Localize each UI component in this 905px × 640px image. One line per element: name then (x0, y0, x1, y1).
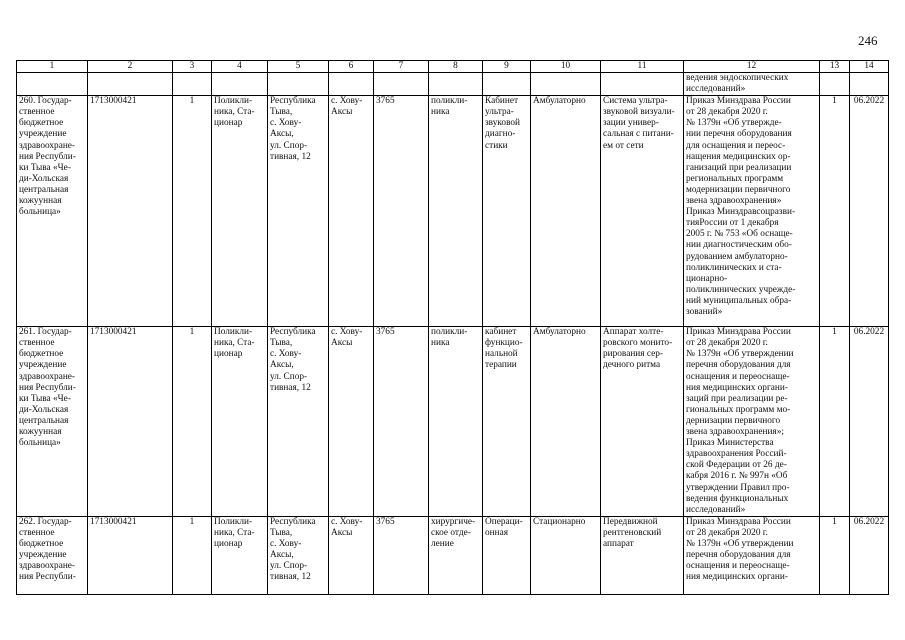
department: хирургиче- ское отде- ление (429, 516, 483, 594)
column-number: 11 (601, 61, 684, 73)
registry-table (16, 60, 889, 595)
settlement: с. Хову- Аксы (329, 516, 374, 594)
column-number: 2 (88, 61, 173, 73)
address: Республика Тыва, с. Хову- Аксы, ул. Спор- тивная, 12 (268, 327, 329, 517)
room: кабинет функцио- нальной терапии (483, 327, 531, 517)
continuation-text: ведения эндоскопических исследований» (684, 73, 820, 96)
department: поликли- ника (429, 96, 483, 327)
column-number: 9 (483, 61, 531, 73)
page-number: 246 (858, 33, 878, 48)
address: Республика Тыва, с. Хову- Аксы, ул. Спор- тивная, 12 (268, 96, 329, 327)
column-number: 6 (329, 61, 374, 73)
quantity: 1 (820, 327, 850, 517)
column-number: 1 (17, 61, 88, 73)
organization-code: 1713000421 (88, 96, 173, 327)
type-code: 1 (173, 327, 212, 517)
column-number: 5 (268, 61, 329, 73)
care-mode: Амбулаторно (531, 327, 601, 517)
continuation-row (17, 73, 889, 96)
column-number: 14 (850, 61, 889, 73)
organization-name: 261. Государ- ственное бюджетное учреждение здравоохране- ния Республи- ки Тыва «Че- ди-Хольская центральная кожуунная больница» (17, 327, 88, 517)
organization-name: 260. Государ- ственное бюджетное учреждение здравоохране- ния Республи- ки Тыва «Че- ди-Хольская центральная кожуунная больница» (17, 96, 88, 327)
quantity: 1 (820, 96, 850, 327)
type-code: 1 (173, 96, 212, 327)
population: 3765 (374, 516, 429, 594)
type-code: 1 (173, 516, 212, 594)
column-number-row (17, 61, 889, 73)
table-row (17, 516, 889, 594)
care-mode: Стационарно (531, 516, 601, 594)
date: 06.2022 (850, 327, 889, 517)
room: Операци- онная (483, 516, 531, 594)
unit-type: Поликли- ника, Ста- ционар (212, 516, 268, 594)
population: 3765 (374, 327, 429, 517)
table-row (17, 327, 889, 517)
column-number: 7 (374, 61, 429, 73)
regulation: Приказ Минздрава России от 28 декабря 2020 г. № 1379н «Об утверждении перечня оборудования для оснащения и переоснаще- ния медицинских органи- (684, 516, 820, 594)
quantity: 1 (820, 516, 850, 594)
column-number: 3 (173, 61, 212, 73)
date: 06.2022 (850, 96, 889, 327)
table-row (17, 96, 889, 327)
equipment: Система ультра- звуковой визуали- зации универ- сальная с питани- ем от сети (601, 96, 684, 327)
settlement: с. Хову- Аксы (329, 327, 374, 517)
address: Республика Тыва, с. Хову- Аксы, ул. Спор- тивная, 12 (268, 516, 329, 594)
organization-code: 1713000421 (88, 516, 173, 594)
column-number: 8 (429, 61, 483, 73)
unit-type: Поликли- ника, Ста- ционар (212, 96, 268, 327)
room: Кабинет ультра- звуковой диагно- стики (483, 96, 531, 327)
regulation: Приказ Минздрава России от 28 декабря 2020 г. № 1379н «Об утверждении перечня оборудования для оснащения и переоснаще- ния медицинских органи- заций при реализации ре- гиональных программ мо- дернизации первичного звена здравоохранения»; Приказ Министерства здравоохранения Россий- ской Федерации от 26 де- кабря 2016 г. № 997н «Об утверждении Правил про- ведения функциональных исследований» (684, 327, 820, 517)
settlement: с. Хову- Аксы (329, 96, 374, 327)
organization-name: 262. Государ- ственное бюджетное учреждение здравоохране- ния Республи- (17, 516, 88, 594)
population: 3765 (374, 96, 429, 327)
unit-type: Поликли- ника, Ста- ционар (212, 327, 268, 517)
regulation: Приказ Минздрава России от 28 декабря 2020 г. № 1379н «Об утвержде- нии перечня оборудования для оснащения и переос- нащения медицинских ор- ганизаций при реализации региональных программ модернизации первичного звена здравоохранения» Приказ Минздравсоцразви- тияРоссии от 1 декабря 2005 г. № 753 «Об оснаще- нии диагностическим обо- рудованием амбулаторно- поликлинических и ста- ционарно- поликлинических учрежде- ний муниципальных обра- зований» (684, 96, 820, 327)
equipment: Передвижной рентгеновский аппарат (601, 516, 684, 594)
column-number: 4 (212, 61, 268, 73)
organization-code: 1713000421 (88, 327, 173, 517)
column-number: 12 (684, 61, 820, 73)
date: 06.2022 (850, 516, 889, 594)
column-number: 13 (820, 61, 850, 73)
care-mode: Амбулаторно (531, 96, 601, 327)
equipment: Аппарат холте- ровского монито- рирования сер- дечного ритма (601, 327, 684, 517)
department: поликли- ника (429, 327, 483, 517)
column-number: 10 (531, 61, 601, 73)
